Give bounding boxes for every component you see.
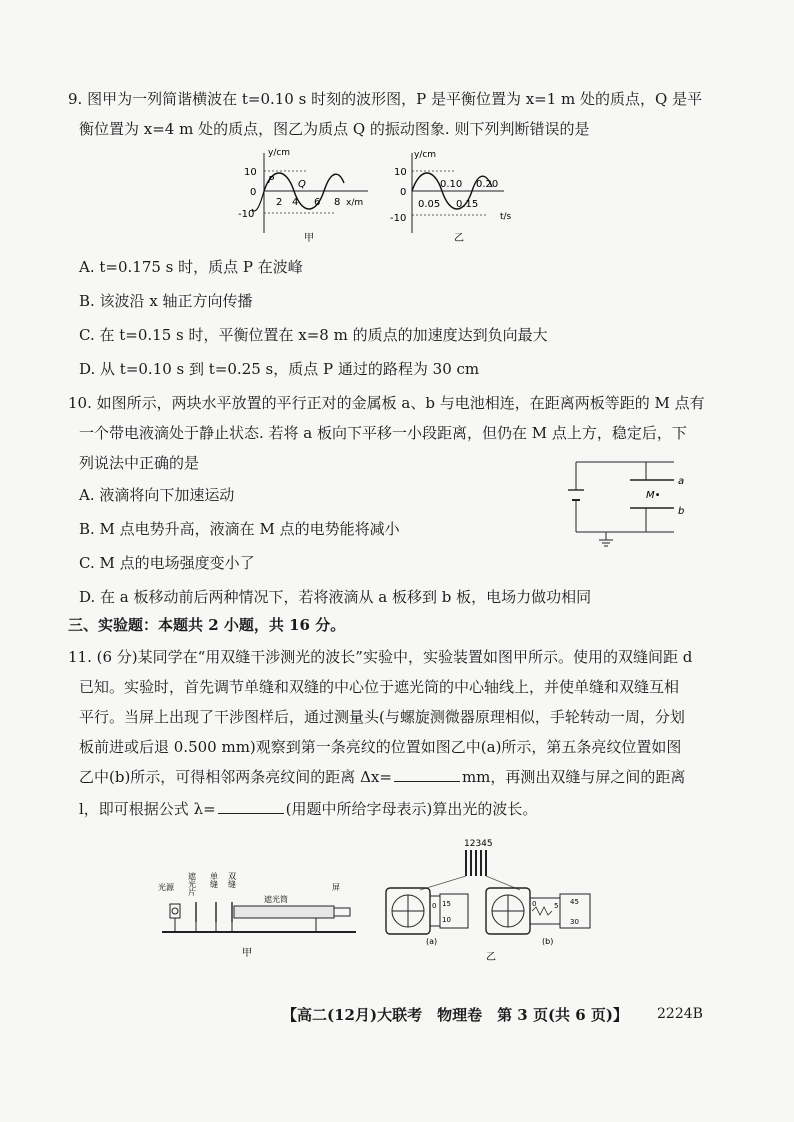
vib-ytick-neg10: -10 bbox=[390, 213, 407, 224]
wave-xtick-6: 6 bbox=[314, 197, 321, 208]
plate-b-label: b bbox=[678, 506, 685, 517]
vib-caption: 乙 bbox=[454, 233, 464, 244]
a-caption: (a) bbox=[426, 937, 438, 946]
q9-wave-graph bbox=[228, 143, 378, 243]
q11-line5 bbox=[79, 766, 694, 788]
q11-line1: 11. (6 分)某同学在“用双缝干涉测光的波长”实验中，实验装置如图甲所示。使用的双缝间距 d bbox=[68, 648, 693, 666]
wave-caption: 甲 bbox=[304, 233, 314, 244]
q9-option-d: D. 从 t=0.10 s 到 t=0.25 s，质点 P 通过的路程为 30 cm bbox=[79, 360, 480, 378]
vib-xtick-020: 0.20 bbox=[476, 179, 499, 190]
a-tick-15: 15 bbox=[442, 900, 451, 908]
section-3-heading: 三、实验题：本题共 2 小题，共 16 分。 bbox=[68, 616, 346, 634]
wave-ytick-0: 0 bbox=[250, 187, 257, 198]
q10-line2: 一个带电液滴处于静止状态. 若将 a 板向下平移一小段距离，但仍在 M 点上方，稳定后，下 bbox=[79, 424, 687, 442]
label-screen: 屏 bbox=[332, 883, 340, 892]
wave-ytick-neg10: -10 bbox=[238, 209, 255, 220]
q11-micrometer bbox=[380, 836, 610, 966]
wave-xtick-2: 2 bbox=[276, 197, 283, 208]
b-tick-0: 0 bbox=[532, 900, 537, 908]
b-tick-45: 45 bbox=[570, 898, 579, 906]
vib-ytick-0: 0 bbox=[400, 187, 407, 198]
vib-xtick-015: 0.15 bbox=[456, 199, 479, 210]
q11-line2: 已知。实验时，首先调节单缝和双缝的中心位于遮光筒的中心轴线上，并使单缝和双缝互相 bbox=[79, 678, 680, 696]
a-tick-0: 0 bbox=[432, 902, 437, 910]
wave-ylabel: y/cm bbox=[268, 148, 291, 158]
q11-line6-start: l，即可根据公式 λ= bbox=[79, 800, 216, 818]
q9-line1: 9. 图甲为一列简谐横波在 t=0.10 s 时刻的波形图，P 是平衡位置为 x=1 m 处的质点，Q 是平 bbox=[68, 90, 703, 108]
vib-xlabel: t/s bbox=[500, 212, 512, 222]
vib-ytick-10: 10 bbox=[394, 167, 407, 178]
q11-line6-end: (用题中所给字母表示)算出光的波长。 bbox=[285, 800, 538, 818]
q11-line6 bbox=[79, 798, 694, 820]
plate-a-label: a bbox=[678, 476, 685, 487]
answer-blank-formula[interactable] bbox=[218, 799, 284, 814]
micrometer-caption: 乙 bbox=[486, 952, 496, 963]
q10-option-d: D. 在 a 板移动前后两种情况下，若将液滴从 a 板移到 b 板，电场力做功相同 bbox=[79, 588, 592, 606]
b-caption: (b) bbox=[542, 937, 554, 946]
q11-line4: 板前进或后退 0.500 mm)观察到第一条亮纹的位置如图乙中(a)所示，第五条亮纹位置如图 bbox=[79, 738, 682, 756]
q9-vibration-graph bbox=[390, 143, 524, 244]
label-single-slit: 单缝 bbox=[209, 872, 219, 888]
b-tick-30: 30 bbox=[570, 918, 579, 926]
q10-option-c: C. M 点的电场强度变小了 bbox=[79, 554, 255, 572]
label-double-slit: 双缝 bbox=[227, 872, 237, 888]
apparatus-caption: 甲 bbox=[242, 948, 252, 959]
answer-blank-dx[interactable] bbox=[394, 767, 460, 782]
page-footer: 【高二(12月)大联考 物理卷 第 3 页(共 6 页)】 bbox=[282, 1006, 629, 1024]
wave-xtick-8: 8 bbox=[334, 197, 341, 208]
fringe-numbers: 12345 bbox=[464, 839, 493, 849]
label-tube: 遮光筒 bbox=[264, 895, 288, 904]
q10-option-b: B. M 点电势升高，液滴在 M 点的电势能将减小 bbox=[79, 520, 400, 538]
q9-option-a: A. t=0.175 s 时，质点 P 在波峰 bbox=[79, 258, 303, 276]
vib-ylabel: y/cm bbox=[414, 150, 437, 160]
wave-point-q: Q bbox=[298, 179, 306, 190]
wave-point-p: P bbox=[268, 175, 275, 186]
q11-line5-start: 乙中(b)所示，可得相邻两条亮纹间的距离 Δx= bbox=[79, 768, 392, 786]
q9-option-b: B. 该波沿 x 轴正方向传播 bbox=[79, 292, 253, 310]
q10-line3: 列说法中正确的是 bbox=[79, 454, 200, 472]
q10-option-a: A. 液滴将向下加速运动 bbox=[79, 486, 235, 504]
vib-xtick-010: 0.10 bbox=[440, 179, 463, 190]
q10-line1: 10. 如图所示，两块水平放置的平行正对的金属板 a、b 与电池相连，在距离两板等距的 M 点有 bbox=[68, 394, 705, 412]
a-tick-10: 10 bbox=[442, 916, 451, 924]
fringe-lines bbox=[466, 850, 486, 876]
eyepiece bbox=[334, 908, 350, 916]
wave-xlabel: x/m bbox=[346, 198, 364, 208]
light-tube bbox=[234, 906, 334, 918]
wave-xtick-4: 4 bbox=[292, 197, 299, 208]
b-tick-5: 5 bbox=[554, 902, 559, 910]
exam-code: 2224B bbox=[657, 1006, 703, 1022]
q11-apparatus bbox=[156, 862, 366, 962]
label-light-source: 光源 bbox=[158, 883, 174, 892]
q11-line5-end: mm，再测出双缝与屏之间的距离 bbox=[461, 768, 686, 786]
q9-option-c: C. 在 t=0.15 s 时，平衡位置在 x=8 m 的质点的加速度达到负向最大 bbox=[79, 326, 548, 344]
bulb bbox=[172, 908, 178, 914]
q9-line2: 衡位置为 x=4 m 处的质点，图乙为质点 Q 的振动图象. 则下列判断错误的是 bbox=[79, 120, 590, 138]
point-m-label: M• bbox=[646, 490, 661, 501]
wave-ytick-10: 10 bbox=[244, 167, 257, 178]
label-filter: 遮光片 bbox=[187, 872, 197, 896]
q11-line3: 平行。当屏上出现了干涉图样后，通过测量头(与螺旋测微器原理相似，手轮转动一周，分划 bbox=[79, 708, 685, 726]
vib-xtick-005: 0.05 bbox=[418, 199, 441, 210]
